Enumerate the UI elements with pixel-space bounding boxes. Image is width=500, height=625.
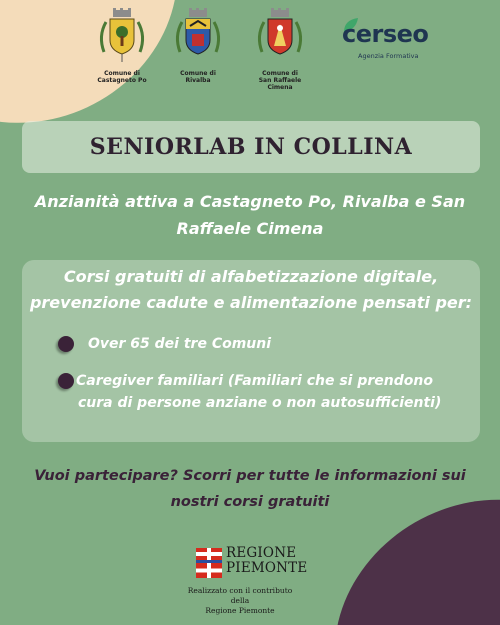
crest-label: Comune di Rivalba (180, 70, 216, 84)
rivalba-crest-icon (172, 6, 224, 68)
subtitle-line: Raffaele Cimena (176, 219, 324, 238)
list-item: Caregiver familiari (Familiari che si prendono cura di persone anziane o non autosufficienti) (76, 373, 442, 411)
logo-rivalba (158, 6, 238, 84)
cerseo-name: cerseo (342, 20, 429, 48)
piemonte-flag-icon (196, 548, 222, 578)
list-item: Over 65 dei tre Comuni (88, 336, 272, 352)
regione-piemonte-logo (187, 544, 320, 624)
page-title: SENIORLAB IN COLLINA (89, 134, 413, 160)
regione-credit: Realizzato con il contributo della Regione Piemonte (187, 586, 293, 615)
info-panel (22, 260, 480, 442)
info-heading-line: prevenzione cadute e alimentazione pensati per: (29, 293, 473, 312)
bullet-icon (58, 336, 74, 352)
cerseo-subtitle: Agenzia Formativa (358, 52, 419, 60)
bullet-icon (58, 373, 74, 389)
logo-san-raffaele-cimena (240, 6, 320, 91)
crest-label: Comune di San Raffaele Cimena (258, 70, 302, 91)
info-heading-line: Corsi gratuiti di alfabetizzazione digitale, (63, 267, 439, 286)
castagneto-po-crest-icon (96, 6, 148, 68)
title-banner (22, 121, 480, 173)
cta-line: Vuoi partecipare? Scorri per tutte le informazioni sui (34, 468, 466, 484)
cerseo-logo (342, 16, 492, 70)
logo-castagneto-po (82, 6, 162, 84)
call-to-action (20, 463, 480, 515)
cta-line: nostri corsi gratuiti (170, 494, 330, 510)
subtitle-line: Anzianità attiva a Castagneto Po, Rivalba e San (34, 192, 466, 211)
crest-label: Comune di Castagneto Po (97, 70, 147, 84)
regione-name: REGIONE PIEMONTE (226, 545, 308, 576)
subtitle (20, 188, 480, 242)
info-heading (22, 264, 480, 316)
san-raffaele-cimena-crest-icon (254, 6, 306, 68)
